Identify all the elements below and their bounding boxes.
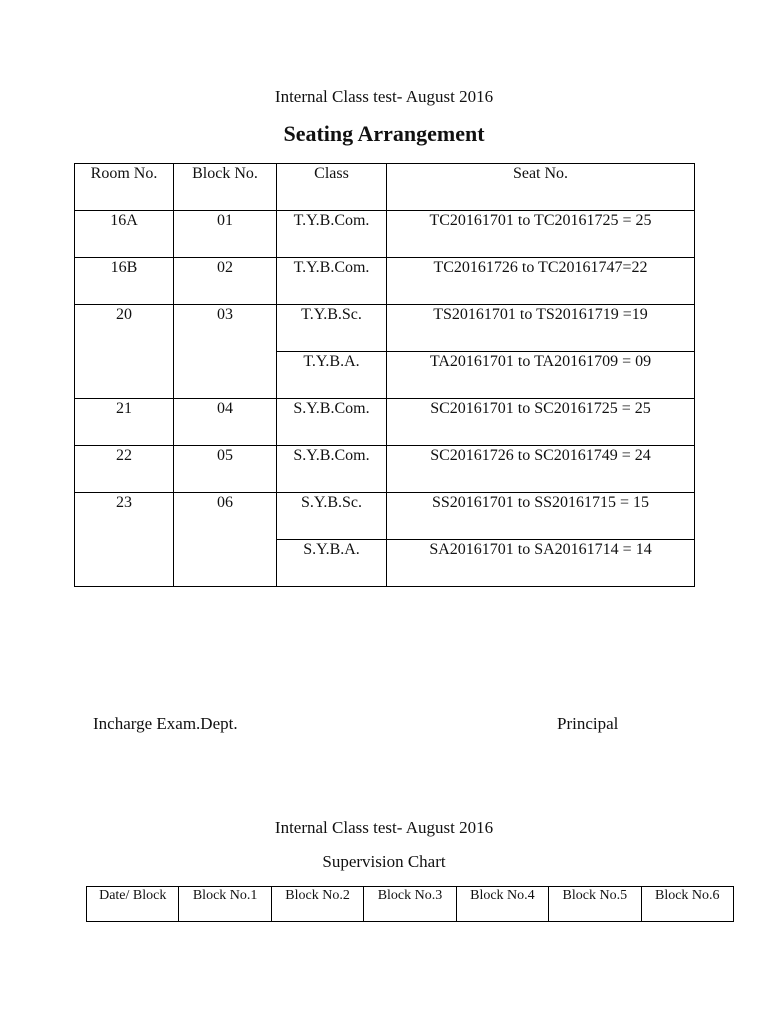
supervision-header-row [87, 887, 734, 922]
column-header-block: Block No. [174, 164, 277, 211]
class-cell: T.Y.B.Com. [277, 211, 387, 258]
table-row [75, 211, 695, 258]
incharge-signature-label: Incharge Exam.Dept. [93, 714, 238, 733]
class-cell: T.Y.B.Com. [277, 258, 387, 305]
class-cell: T.Y.B.A. [277, 352, 387, 399]
supervision-table [86, 886, 734, 922]
block-cell: 06 [174, 493, 277, 587]
column-header-block-4: Block No.4 [456, 887, 548, 922]
column-header-class: Class [277, 164, 387, 211]
room-cell: 23 [75, 493, 174, 587]
page-title: Seating Arrangement [283, 121, 485, 146]
table-row [75, 446, 695, 493]
block-cell: 02 [174, 258, 277, 305]
column-header-date-block: Date/ Block [87, 887, 179, 922]
column-header-block-6: Block No.6 [641, 887, 733, 922]
seat-cell: TC20161726 to TC20161747=22 [387, 258, 695, 305]
exam-subtitle: Internal Class test- August 2016 [274, 87, 494, 106]
class-cell: S.Y.B.A. [277, 540, 387, 587]
seat-cell: TC20161701 to TC20161725 = 25 [387, 211, 695, 258]
column-header-room: Room No. [75, 164, 174, 211]
column-header-block-1: Block No.1 [179, 887, 271, 922]
class-cell: S.Y.B.Sc. [277, 493, 387, 540]
seat-cell: SC20161701 to SC20161725 = 25 [387, 399, 695, 446]
block-cell: 04 [174, 399, 277, 446]
seating-table [74, 163, 695, 587]
class-cell: T.Y.B.Sc. [277, 305, 387, 352]
class-cell: S.Y.B.Com. [277, 446, 387, 493]
column-header-block-5: Block No.5 [549, 887, 641, 922]
block-cell: 05 [174, 446, 277, 493]
table-header-row [75, 164, 695, 211]
seat-cell: TA20161701 to TA20161709 = 09 [387, 352, 695, 399]
block-cell: 01 [174, 211, 277, 258]
column-header-block-2: Block No.2 [271, 887, 363, 922]
room-cell: 20 [75, 305, 174, 399]
table-row [75, 305, 695, 352]
room-cell: 16A [75, 211, 174, 258]
principal-signature-label: Principal [557, 714, 619, 733]
seat-cell: SS20161701 to SS20161715 = 15 [387, 493, 695, 540]
column-header-block-3: Block No.3 [364, 887, 456, 922]
table-row [75, 258, 695, 305]
exam-subtitle-bottom: Internal Class test- August 2016 [274, 818, 494, 837]
class-cell: S.Y.B.Com. [277, 399, 387, 446]
room-cell: 22 [75, 446, 174, 493]
table-row [75, 399, 695, 446]
room-cell: 16B [75, 258, 174, 305]
column-header-seat: Seat No. [387, 164, 695, 211]
table-row [75, 493, 695, 540]
seat-cell: SA20161701 to SA20161714 = 14 [387, 540, 695, 587]
seat-cell: TS20161701 to TS20161719 =19 [387, 305, 695, 352]
block-cell: 03 [174, 305, 277, 399]
supervision-chart-title: Supervision Chart [322, 852, 446, 871]
room-cell: 21 [75, 399, 174, 446]
seat-cell: SC20161726 to SC20161749 = 24 [387, 446, 695, 493]
